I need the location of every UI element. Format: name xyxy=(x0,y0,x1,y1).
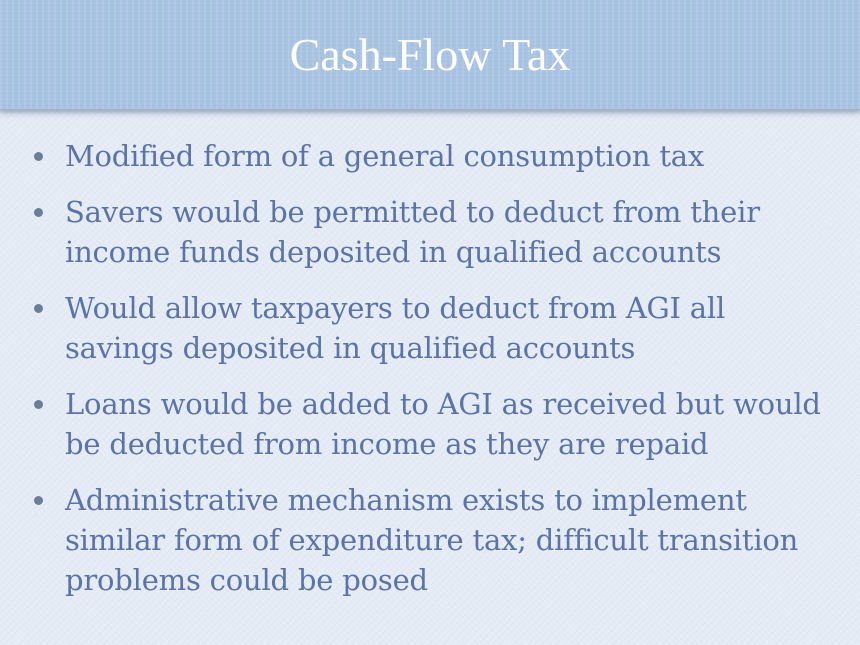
bullet-list xyxy=(34,136,834,616)
bullet-dot-icon xyxy=(34,400,43,409)
bullet-item xyxy=(34,192,834,272)
bullet-item xyxy=(34,136,834,176)
bullet-dot-icon xyxy=(34,208,43,217)
title-bar xyxy=(0,0,860,110)
bullet-text: Administrative mechanism exists to implement similar form of expenditure tax; difficult transition problems could be posed xyxy=(65,483,799,597)
bullet-dot-icon xyxy=(34,496,43,505)
bullet-item xyxy=(34,480,834,600)
bullet-dot-icon xyxy=(34,152,43,161)
bullet-item xyxy=(34,288,834,368)
bullet-text: Loans would be added to AGI as received but would be deducted from income as they are repaid xyxy=(65,387,821,461)
slide-title: Cash-Flow Tax xyxy=(289,29,571,80)
bullet-text: Modified form of a general consumption tax xyxy=(65,139,705,173)
bullet-item xyxy=(34,384,834,464)
bullet-dot-icon xyxy=(34,304,43,313)
bullet-text: Would allow taxpayers to deduct from AGI all savings deposited in qualified accounts xyxy=(65,291,726,365)
bullet-text: Savers would be permitted to deduct from their income funds deposited in qualified accounts xyxy=(65,195,760,269)
